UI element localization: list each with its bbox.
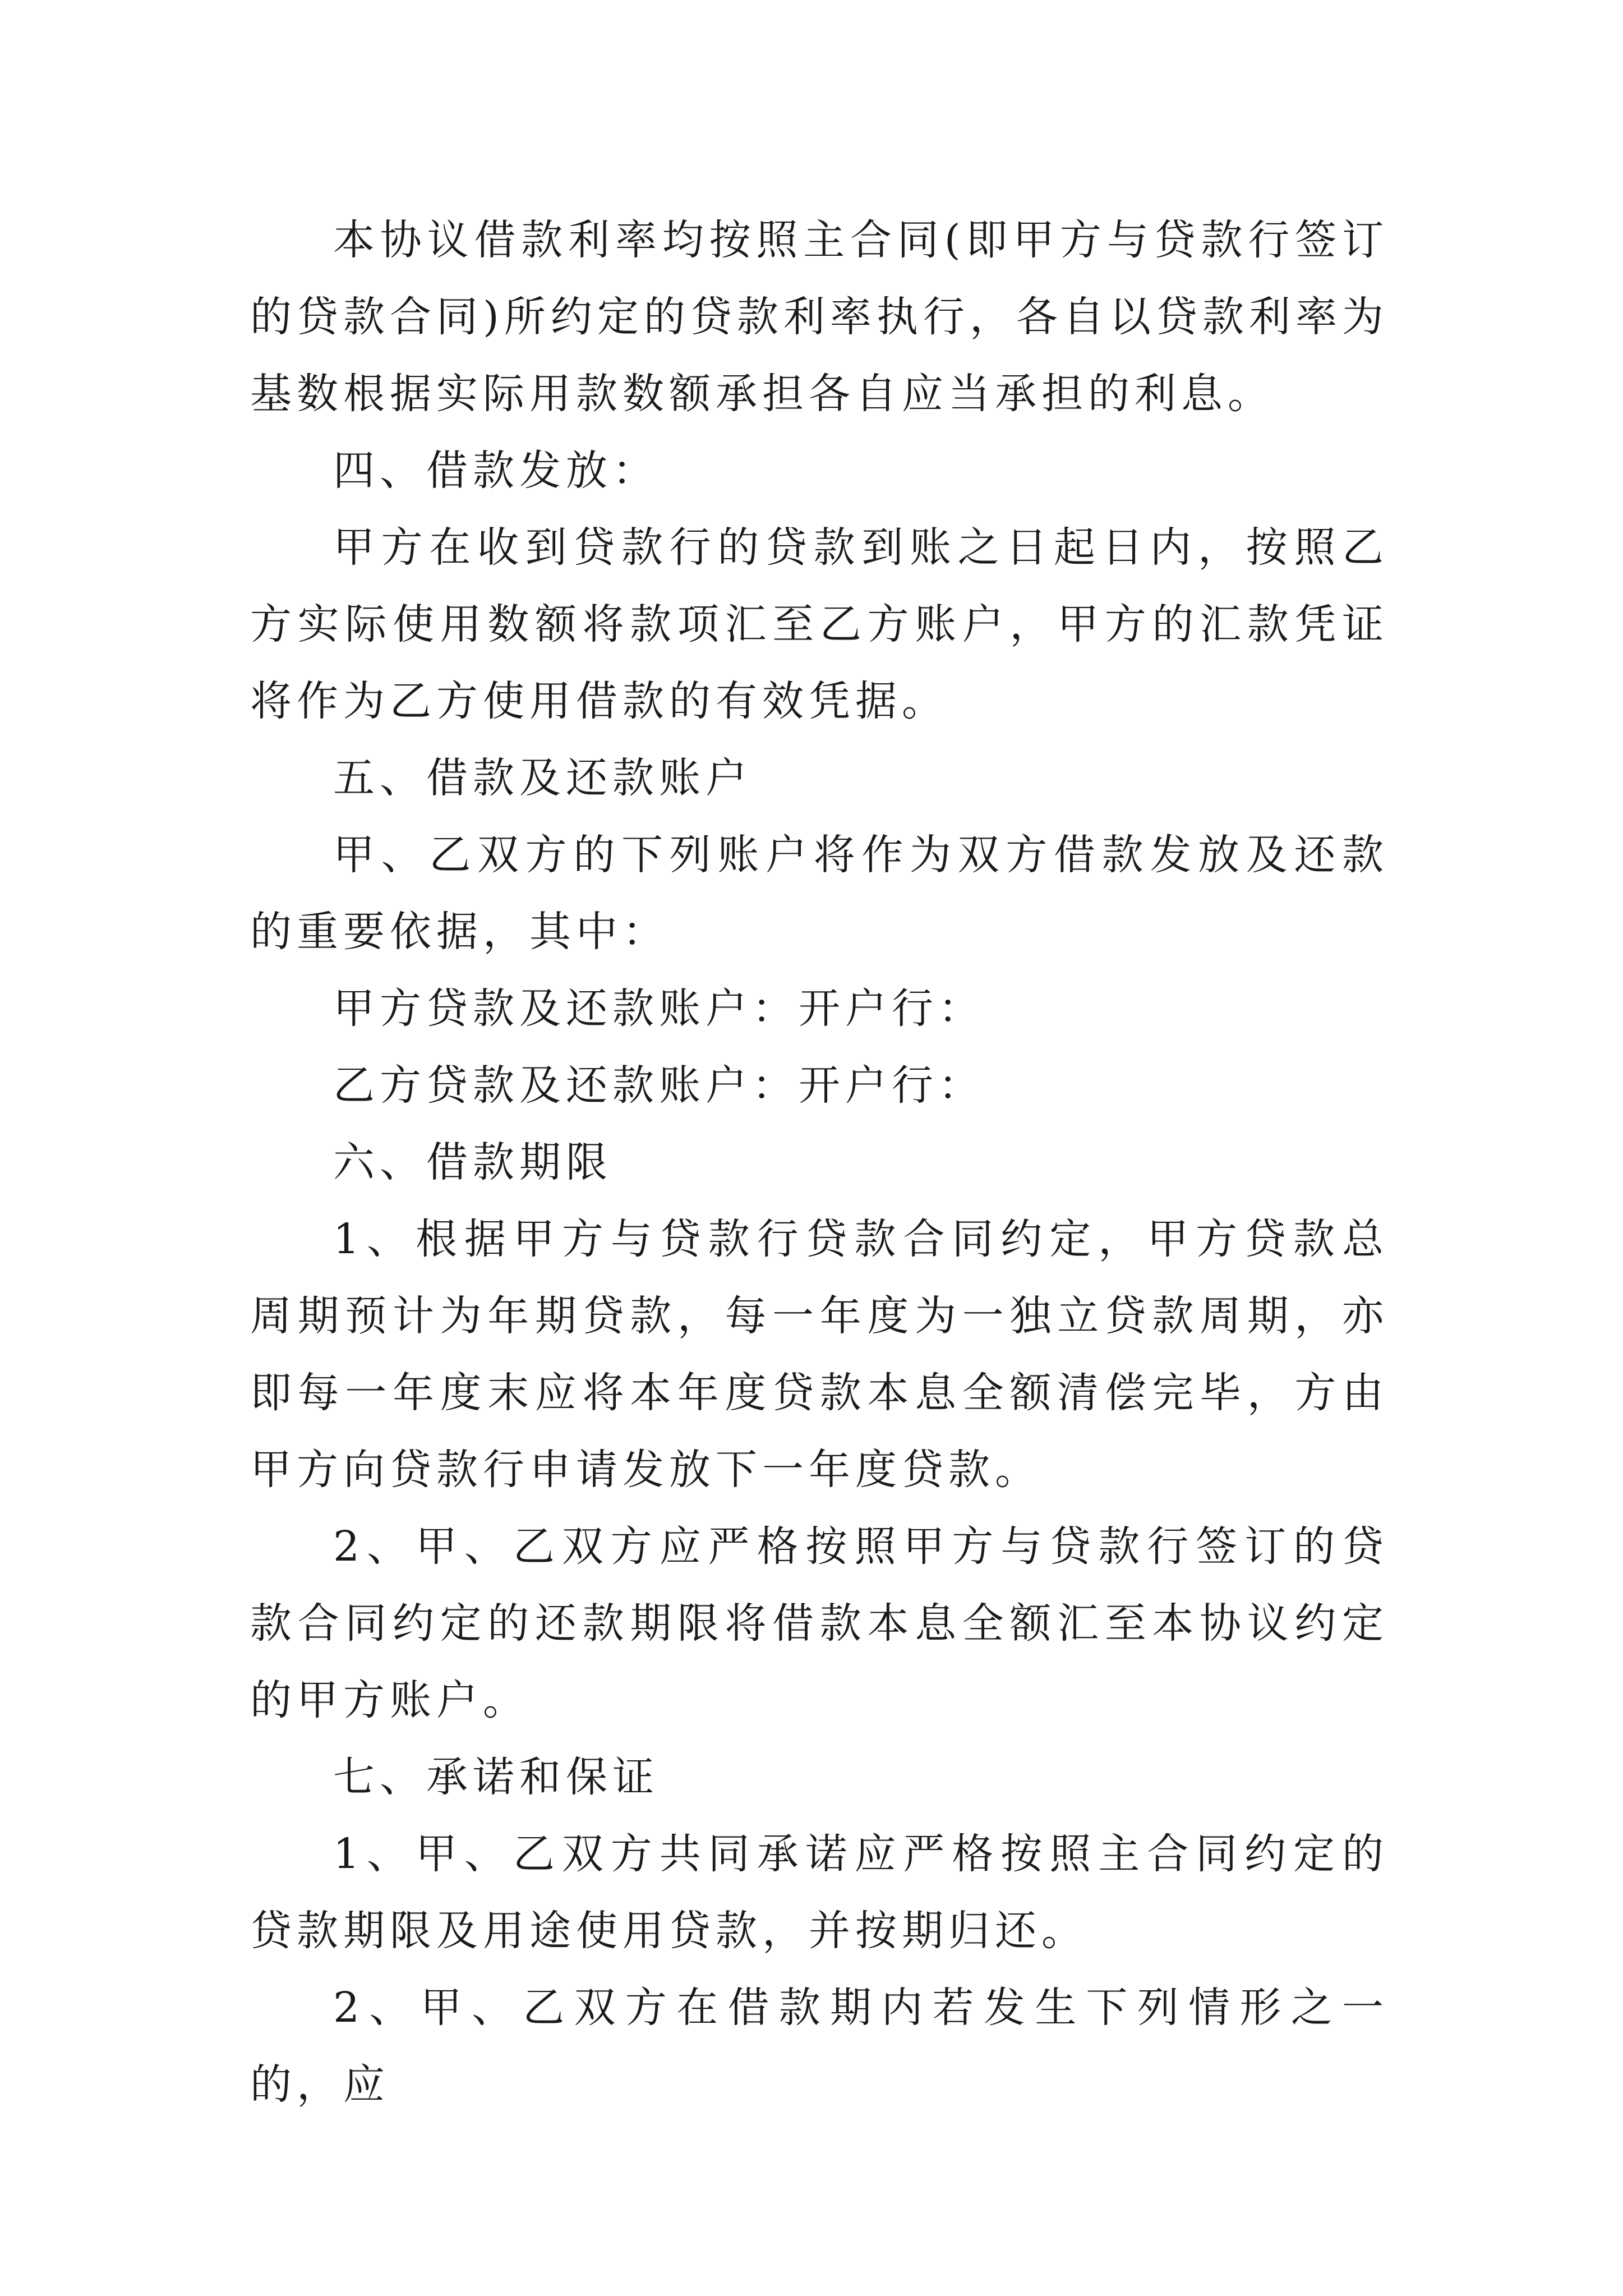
heading-loan-accounts: 五、借款及还款账户: [333, 754, 752, 802]
heading-loan-disbursement: 四、借款发放：: [333, 447, 659, 495]
document-body: [250, 202, 1389, 2123]
heading-loan-term: 六、借款期限: [333, 1138, 612, 1186]
paragraph-commitment-1: 1、甲、乙双方共同承诺应严格按照主合同约定的贷款期限及用途使用贷款，并按期归还。: [250, 1830, 1389, 1955]
paragraph-party-a-account: 甲方贷款及还款账户：开户行：: [333, 984, 985, 1033]
paragraph-term-1: 1、根据甲方与贷款行贷款合同约定，甲方贷款总周期预计为年期贷款，每一年度为一独立贷款周期，亦即每一年度末应将本年度贷款本息全额清偿完毕，方由甲方向贷款行申请发放下一年度贷款。: [250, 1215, 1389, 1494]
paragraph-accounts-basis: 甲、乙双方的下列账户将作为双方借款发放及还款的重要依据，其中：: [250, 831, 1389, 956]
paragraph-party-b-account: 乙方贷款及还款账户：开户行：: [333, 1061, 985, 1110]
heading-commitments: 七、承诺和保证: [333, 1753, 659, 1801]
paragraph-term-2: 2、甲、乙双方应严格按照甲方与贷款行签订的贷款合同约定的还款期限将借款本息全额汇至本协议约定的甲方账户。: [250, 1522, 1389, 1724]
paragraph-commitment-2: 2、甲、乙双方在借款期内若发生下列情形之一的，应: [250, 1984, 1389, 2109]
paragraph-disbursement: 甲方在收到贷款行的贷款到账之日起日内，按照乙方实际使用数额将款项汇至乙方账户，甲方的汇款凭证将作为乙方使用借款的有效凭据。: [250, 523, 1389, 725]
paragraph-interest-rate: 本协议借款利率均按照主合同(即甲方与贷款行签订的贷款合同)所约定的贷款利率执行，各自以贷款利率为基数根据实际用款数额承担各自应当承担的利息。: [250, 216, 1389, 418]
